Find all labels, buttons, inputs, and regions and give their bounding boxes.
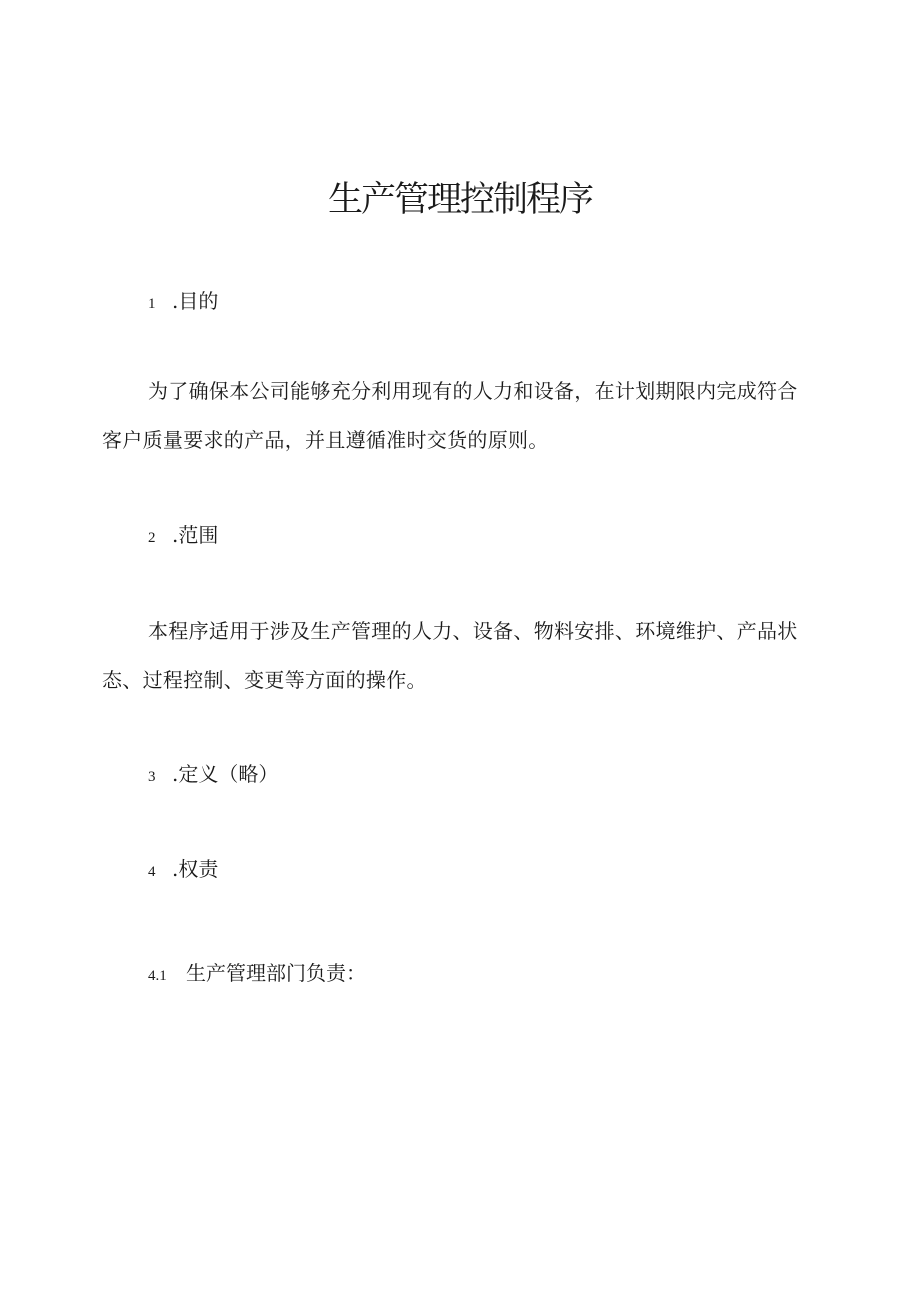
section-label: 生产管理部门负责： — [186, 961, 366, 985]
section-number: 4.1 — [148, 968, 167, 984]
section-heading-definitions — [148, 759, 278, 792]
section-number: 1 — [148, 296, 156, 312]
section-number: 2 — [148, 530, 156, 546]
section-label: .定义（略） — [172, 762, 279, 786]
section-label: .范围 — [172, 523, 219, 547]
section-number: 3 — [148, 769, 156, 785]
document-title: 生产管理控制程序 — [327, 180, 592, 220]
section-label: .目的 — [172, 289, 219, 313]
subsection-heading-production-dept — [148, 958, 366, 991]
section-label: .权责 — [172, 857, 219, 881]
section-number: 4 — [148, 864, 156, 880]
scope-paragraph: 本程序适用于涉及生产管理的人力、设备、物料安排、环境维护、产品状态、过程控制、变更等方面的操作。 — [102, 619, 798, 692]
section-heading-scope — [148, 520, 218, 553]
section-heading-responsibilities — [148, 854, 218, 887]
section-heading-purpose — [148, 286, 218, 319]
purpose-paragraph: 为了确保本公司能够充分利用现有的人力和设备，在计划期限内完成符合客户质量要求的产品，并且遵循准时交货的原则。 — [102, 379, 798, 452]
